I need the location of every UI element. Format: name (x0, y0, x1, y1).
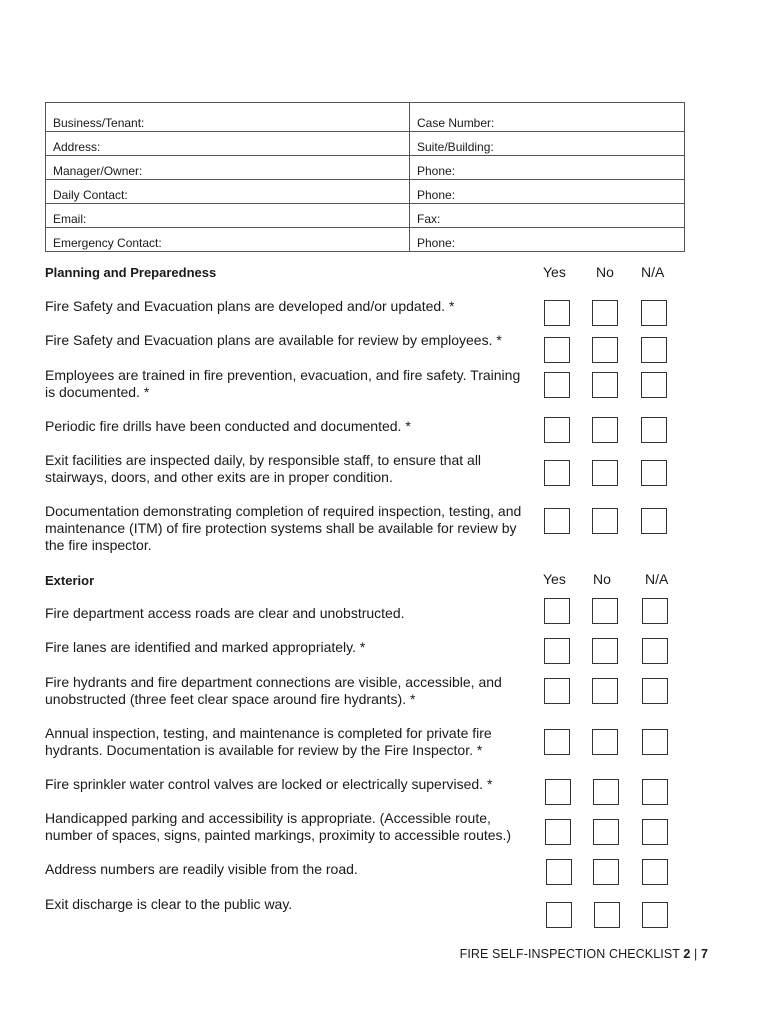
exterior-section-title: Exterior (45, 573, 95, 588)
daily-contact-field[interactable]: Daily Contact: (46, 180, 410, 204)
checkbox-na[interactable] (642, 779, 668, 805)
checkbox-yes[interactable] (545, 819, 571, 845)
checkbox-na[interactable] (642, 729, 668, 755)
checkbox-no[interactable] (594, 902, 620, 928)
checkbox-no[interactable] (592, 417, 618, 443)
planning-no-header: No (596, 264, 614, 280)
checklist-item: Annual inspection, testing, and maintenance is completed for private fire hydrants. Documentation is available for review by the Fire Inspector. * (45, 725, 492, 758)
checkbox-yes[interactable] (544, 638, 570, 664)
table-row (46, 180, 685, 204)
checkbox-no[interactable] (592, 508, 618, 534)
checkbox-no[interactable] (592, 460, 618, 486)
table-row (46, 228, 685, 252)
checklist-item: Fire sprinkler water control valves are locked or electrically supervised. * (45, 776, 493, 792)
exterior-yes-header: Yes (543, 571, 566, 587)
checklist-item: Employees are trained in fire prevention, evacuation, and fire safety. Training is documented. * (45, 367, 521, 400)
address-field[interactable]: Address: (46, 132, 410, 156)
checkbox-yes[interactable] (544, 508, 570, 534)
checkbox-yes[interactable] (544, 372, 570, 398)
exterior-no-header: No (593, 571, 611, 587)
checkbox-yes[interactable] (544, 417, 570, 443)
fax-field[interactable]: Fax: (410, 204, 685, 228)
table-row (46, 156, 685, 180)
checkbox-no[interactable] (593, 779, 619, 805)
checkbox-no[interactable] (593, 819, 619, 845)
checklist-item: Fire Safety and Evacuation plans are developed and/or updated. * (45, 298, 455, 314)
checklist-item: Handicapped parking and accessibility is appropriate. (Accessible route, number of spaces, signs, painted markings, proximity to accessible routes.) (45, 810, 512, 843)
planning-section-title: Planning and Preparedness (45, 265, 217, 280)
page-footer (460, 947, 708, 961)
checkbox-yes[interactable] (544, 598, 570, 624)
planning-na-header: N/A (641, 264, 665, 280)
table-row (46, 204, 685, 228)
checkbox-no[interactable] (592, 729, 618, 755)
checklist-item: Periodic fire drills have been conducted and documented. * (45, 418, 411, 434)
checkbox-na[interactable] (641, 508, 667, 534)
checkbox-yes[interactable] (544, 300, 570, 326)
checkbox-na[interactable] (641, 460, 667, 486)
emergency-phone-field[interactable]: Phone: (410, 228, 685, 252)
checklist-item: Fire department access roads are clear and unobstructed. (45, 605, 405, 621)
business-tenant-field[interactable]: Business/Tenant: (46, 103, 410, 132)
checkbox-yes[interactable] (544, 729, 570, 755)
planning-yes-header: Yes (543, 264, 566, 280)
checkbox-na[interactable] (641, 372, 667, 398)
checkbox-na[interactable] (642, 859, 668, 885)
daily-contact-phone-field[interactable]: Phone: (410, 180, 685, 204)
footer-page-number: 7 (700, 947, 708, 961)
exterior-na-header: N/A (645, 571, 669, 587)
suite-building-field[interactable]: Suite/Building: (410, 132, 685, 156)
checkbox-no[interactable] (593, 859, 619, 885)
checkbox-yes[interactable] (544, 460, 570, 486)
checkbox-yes[interactable] (544, 678, 570, 704)
checklist-item: Exit facilities are inspected daily, by responsible staff, to ensure that all stairways, doors, and other exits are in proper condition. (45, 452, 482, 485)
manager-owner-field[interactable]: Manager/Owner: (46, 156, 410, 180)
checkbox-no[interactable] (592, 678, 618, 704)
checkbox-na[interactable] (642, 678, 668, 704)
checklist-item: Fire Safety and Evacuation plans are available for review by employees. * (45, 332, 502, 348)
checkbox-na[interactable] (641, 417, 667, 443)
checkbox-no[interactable] (592, 372, 618, 398)
case-number-field[interactable]: Case Number: (410, 103, 685, 132)
checkbox-na[interactable] (642, 902, 668, 928)
checklist-item: Fire lanes are identified and marked appropriately. * (45, 639, 366, 655)
footer-label: FIRE SELF-INSPECTION CHECKLIST (459, 947, 680, 961)
checkbox-no[interactable] (592, 337, 618, 363)
checkbox-yes[interactable] (544, 337, 570, 363)
manager-phone-field[interactable]: Phone: (410, 156, 685, 180)
checkbox-yes[interactable] (545, 779, 571, 805)
business-info-table (45, 102, 685, 252)
checklist-item: Documentation demonstrating completion of required inspection, testing, and maintenance (ITM) of fire protection systems shall be available for review by the fire inspector. (45, 503, 522, 553)
checkbox-na[interactable] (641, 337, 667, 363)
checkbox-no[interactable] (592, 598, 618, 624)
checklist-item: Exit discharge is clear to the public way. (45, 896, 293, 912)
footer-section-number: 2 (683, 947, 691, 961)
checkbox-yes[interactable] (546, 859, 572, 885)
email-field[interactable]: Email: (46, 204, 410, 228)
checkbox-no[interactable] (592, 638, 618, 664)
checkbox-yes[interactable] (546, 902, 572, 928)
checkbox-no[interactable] (592, 300, 618, 326)
table-row (46, 103, 685, 132)
checklist-item: Fire hydrants and fire department connections are visible, accessible, and unobstructed (three feet clear space around fire hydrants). * (45, 674, 502, 707)
table-row (46, 132, 685, 156)
checkbox-na[interactable] (642, 638, 668, 664)
checkbox-na[interactable] (642, 598, 668, 624)
checkbox-na[interactable] (641, 300, 667, 326)
checklist-item: Address numbers are readily visible from the road. (45, 861, 358, 877)
emergency-contact-field[interactable]: Emergency Contact: (46, 228, 410, 252)
footer-separator: | (694, 947, 698, 961)
checkbox-na[interactable] (642, 819, 668, 845)
